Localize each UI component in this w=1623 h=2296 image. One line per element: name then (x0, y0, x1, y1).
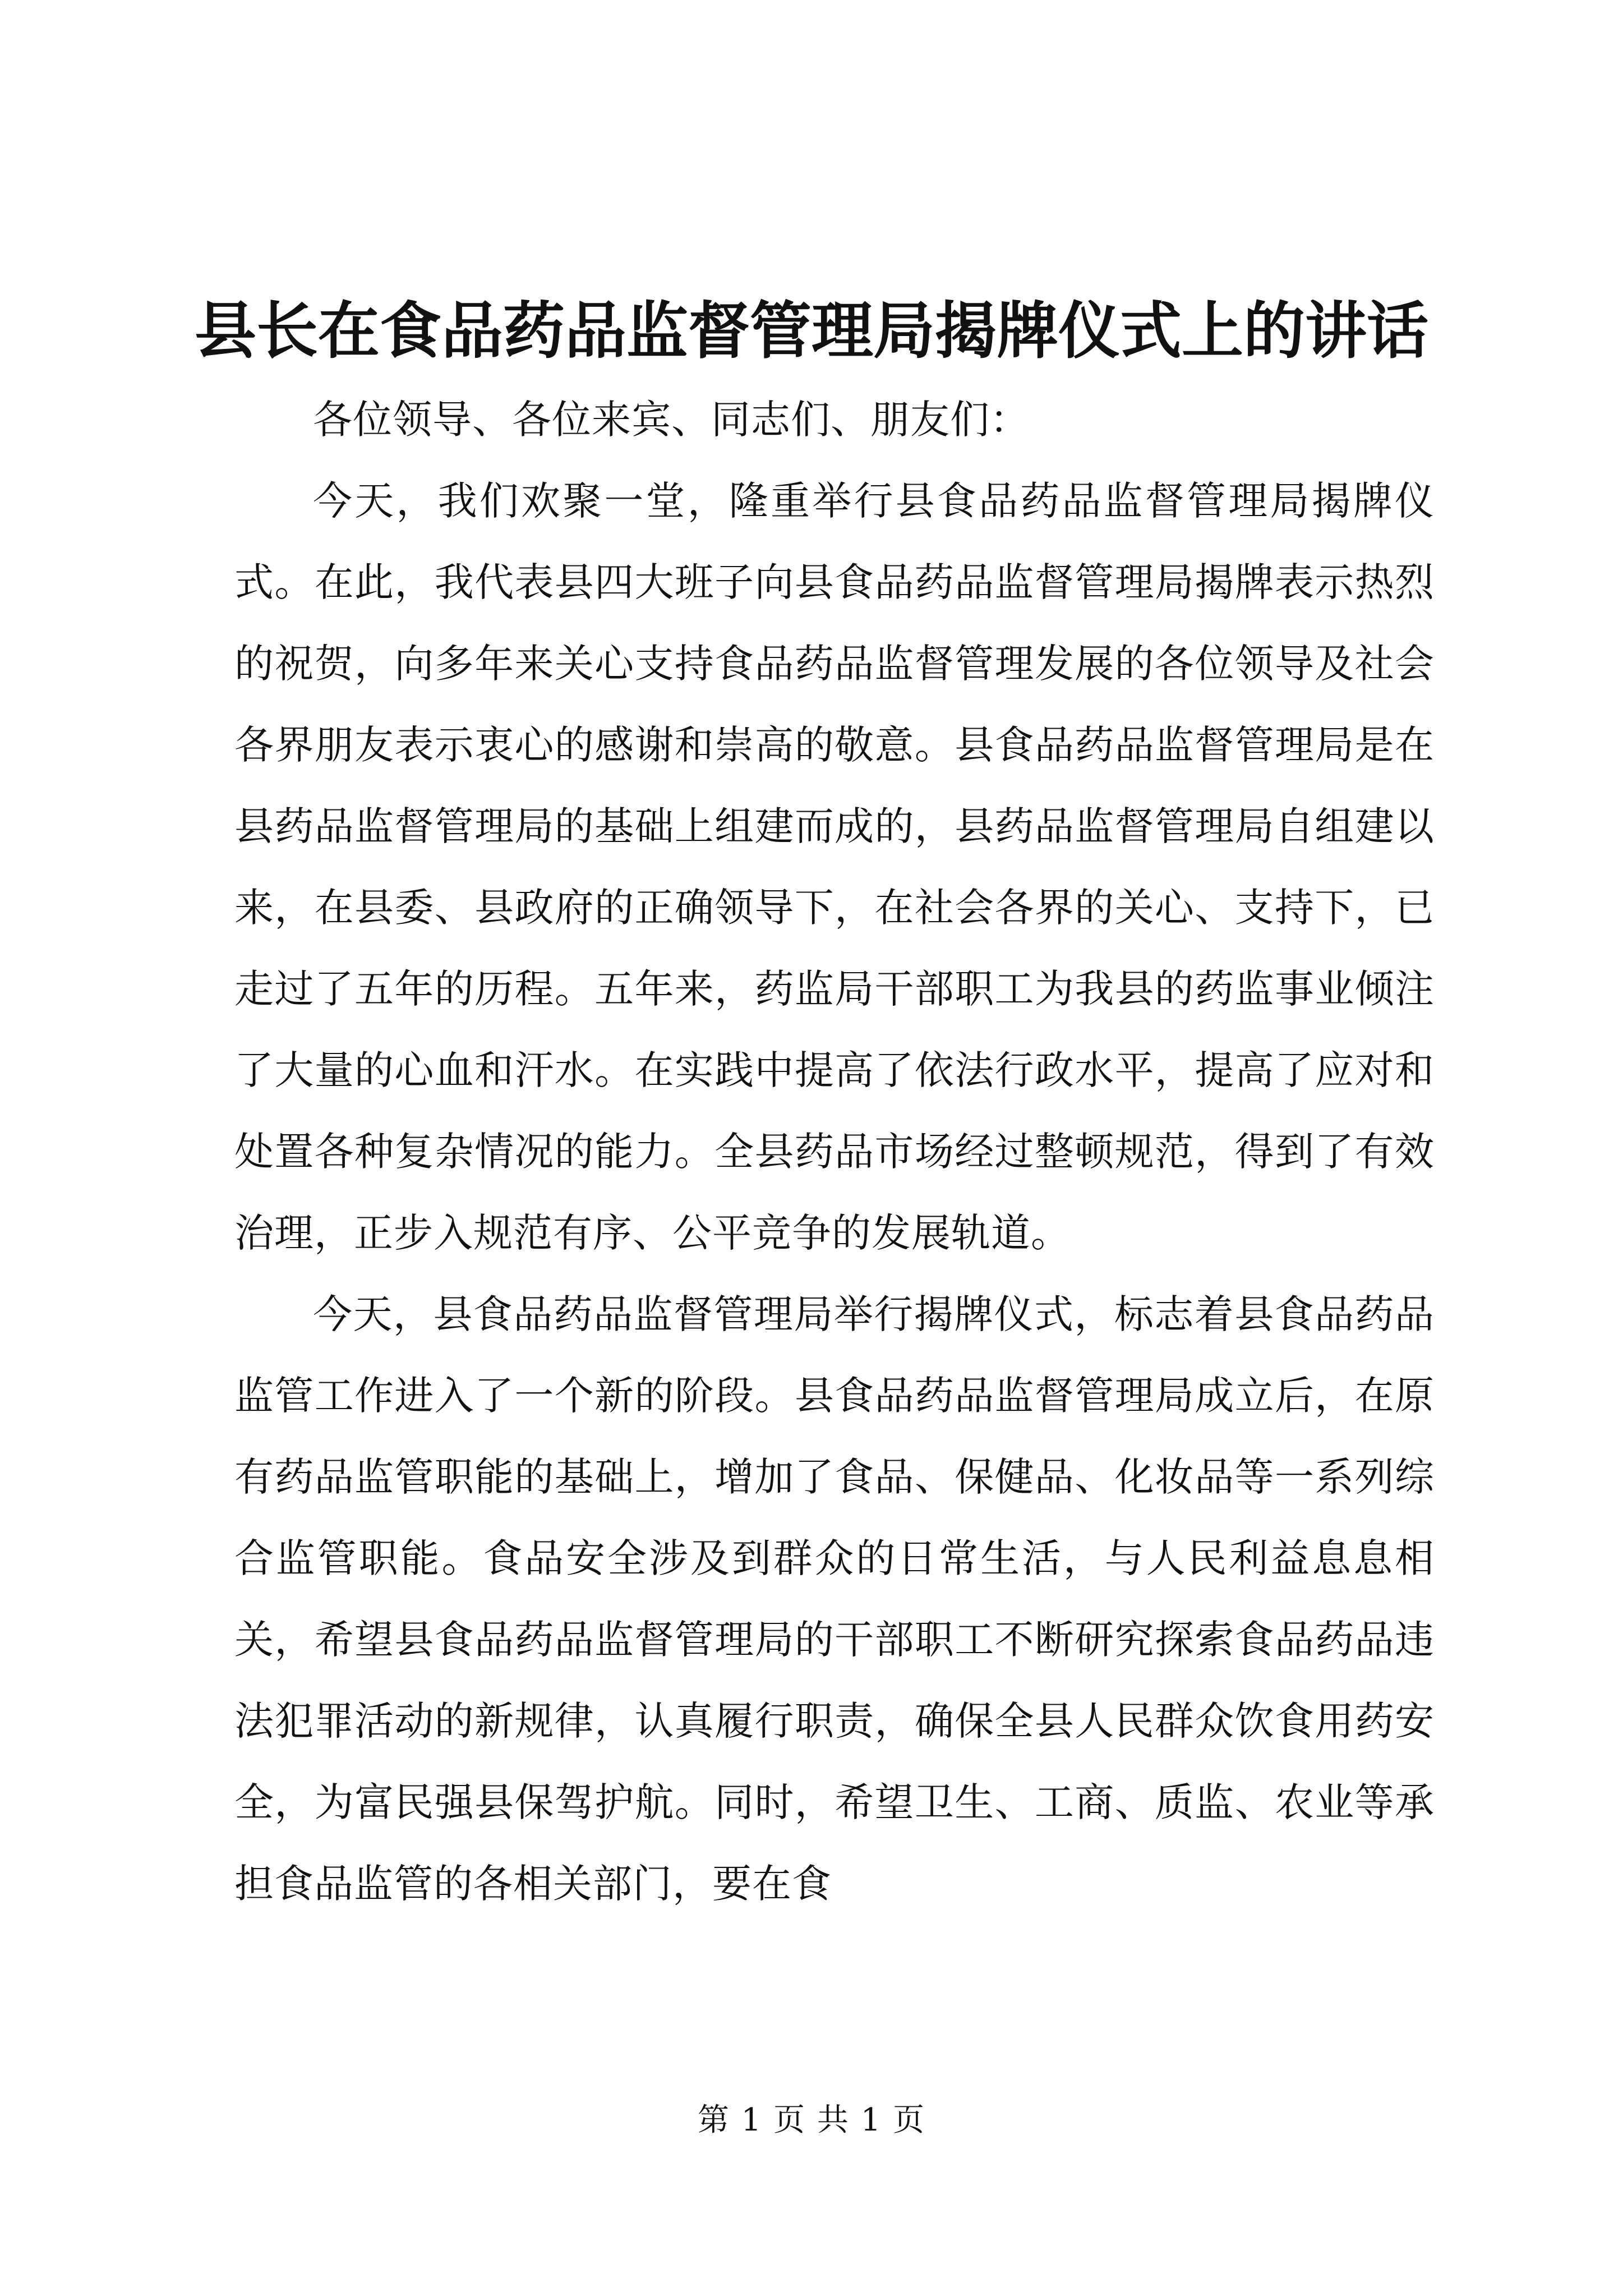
greeting-line: 各位领导、各位来宾、同志们、朋友们： (313, 397, 1030, 443)
paragraph-2: 今天，县食品药品监督管理局举行揭牌仪式，标志着县食品药品监管工作进入了一个新的阶段。县食品药品监督管理局成立后，在原有药品监管职能的基础上，增加了食品、保健品、化妆品等一系列综合监管职能。食品安全涉及到群众的日常生活，与人民利益息息相关，希望县食品药品监督管理局的干部职工不断研究探索食品药品违法犯罪活动的新规律，认真履行职责，确保全县人民群众饮食用药安全，为富民强县保驾护航。同时，希望卫生、工商、质监、农业等承担食品监管的各相关部门，要在食 (234, 1291, 1435, 1907)
paragraph-1: 今天，我们欢聚一堂，隆重举行县食品药品监督管理局揭牌仪式。在此，我代表县四大班子向县食品药品监督管理局揭牌表示热烈的祝贺，向多年来关心支持食品药品监督管理发展的各位领导及社会各界朋友表示衷心的感谢和崇高的敬意。县食品药品监督管理局是在县药品监督管理局的基础上组建而成的，县药品监督管理局自组建以来，在县委、县政府的正确领导下，在社会各界的关心、支持下，已走过了五年的历程。五年来，药监局干部职工为我县的药监事业倾注了大量的心血和汗水。在实践中提高了依法行政水平，提高了应对和处置各种复杂情况的能力。全县药品市场经过整顿规范，得到了有效治理，正步入规范有序、公平竞争的发展轨道。 (234, 478, 1435, 1256)
document-title: 县长在食品药品监督管理局揭牌仪式上的讲话 (195, 295, 1428, 367)
page-footer: 第 1 页 共 1 页 (697, 2102, 926, 2138)
document-body (234, 379, 1435, 1925)
